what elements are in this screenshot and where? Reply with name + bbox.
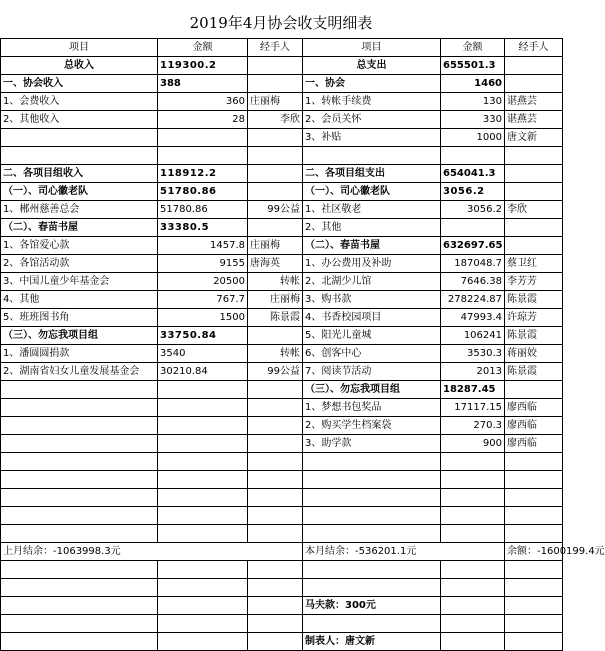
total-expense-label: 总支出 (303, 57, 441, 75)
cell: 3540 (158, 345, 248, 363)
cell: 谌燕芸 (505, 111, 563, 129)
cell: 陈景霞 (505, 327, 563, 345)
cell: 2、会员关怀 (303, 111, 441, 129)
cell: 1457.8 (158, 237, 248, 255)
table-row (1, 417, 563, 435)
last-month-balance: 上月结余：-1063998.3元 (1, 543, 303, 561)
table-row (1, 165, 563, 183)
table-row (1, 183, 563, 201)
table-row (1, 147, 563, 165)
this-month-balance: 本月结余：-536201.1元 (303, 543, 505, 561)
table-row (1, 363, 563, 381)
cell: 99公益 (248, 201, 303, 219)
cell: 1、梦想书包奖品 (303, 399, 441, 417)
table-row (1, 255, 563, 273)
table-row (1, 309, 563, 327)
cell: 1、社区敬老 (303, 201, 441, 219)
expense-g3-label: （三）、勿忘我项目组 (303, 381, 441, 399)
expense-item-header: 项目 (303, 39, 441, 57)
cell: 1、办公费用及补助 (303, 255, 441, 273)
income-groups-value: 118912.2 (158, 165, 248, 183)
header-row (1, 39, 563, 57)
cell: 蔡卫红 (505, 255, 563, 273)
preparer: 制表人：唐文新 (303, 633, 441, 651)
cell: 278224.87 (441, 291, 505, 309)
ma-fu-kuan-row (1, 597, 563, 615)
cell: 28 (158, 111, 248, 129)
cell: 庄丽梅 (248, 93, 303, 111)
expense-g2-label: （二）、春苗书屋 (303, 237, 441, 255)
cell: 2、各馆活动款 (1, 255, 158, 273)
cell: 3530.3 (441, 345, 505, 363)
cell: 900 (441, 435, 505, 453)
cell: 3056.2 (441, 201, 505, 219)
cell: 767.7 (158, 291, 248, 309)
income-g1-label: （一）、司心徽老队 (1, 183, 158, 201)
expense-g3-value: 18287.45 (441, 381, 505, 399)
table-row (1, 129, 563, 147)
cell: 47993.4 (441, 309, 505, 327)
cell: 廖西临 (505, 399, 563, 417)
income-amount-header: 金额 (158, 39, 248, 57)
cell: 2、购买学生档案袋 (303, 417, 441, 435)
table-row (1, 93, 563, 111)
cell: 谌燕芸 (505, 93, 563, 111)
cell: 5、班班图书角 (1, 309, 158, 327)
table-row (1, 381, 563, 399)
cell: 转帐 (248, 345, 303, 363)
cell: 330 (441, 111, 505, 129)
cell: 廖西临 (505, 435, 563, 453)
cell: 李芳芳 (505, 273, 563, 291)
cell: 7、阅读节活动 (303, 363, 441, 381)
cell: 270.3 (441, 417, 505, 435)
income-assoc-value: 388 (158, 75, 248, 93)
cell: 2、北湖少儿馆 (303, 273, 441, 291)
cell: 1000 (441, 129, 505, 147)
cell: 1、会费收入 (1, 93, 158, 111)
cell: 2013 (441, 363, 505, 381)
income-groups-label: 二、各项目组收入 (1, 165, 158, 183)
expense-g1-label: （一）、司心徽老队 (303, 183, 441, 201)
cell: 1500 (158, 309, 248, 327)
table-row (1, 291, 563, 309)
cell: 360 (158, 93, 248, 111)
cell: 3、助学款 (303, 435, 441, 453)
ma-fu-kuan: 马夫款：300元 (303, 597, 441, 615)
table-row (1, 237, 563, 255)
cell: 1、各馆爱心款 (1, 237, 158, 255)
cell: 蒋丽姣 (505, 345, 563, 363)
cell: 廖西临 (505, 417, 563, 435)
table-row (1, 345, 563, 363)
table-row (1, 111, 563, 129)
cell: 30210.84 (158, 363, 248, 381)
table-row (1, 219, 563, 237)
cell: 9155 (158, 255, 248, 273)
income-g3-label: （三）、勿忘我项目组 (1, 327, 158, 345)
finance-table (0, 38, 605, 651)
cell: 2、其他 (303, 219, 441, 237)
income-assoc-label: 一、协会收入 (1, 75, 158, 93)
cell: 庄丽梅 (248, 237, 303, 255)
expense-amount-header: 金额 (441, 39, 505, 57)
cell: 李欣 (248, 111, 303, 129)
totals-row (1, 57, 563, 75)
cell: 99公益 (248, 363, 303, 381)
income-handler-header: 经手人 (248, 39, 303, 57)
expense-assoc-label: 一、协会 (303, 75, 441, 93)
cell: 106241 (441, 327, 505, 345)
table-row (1, 399, 563, 417)
income-g2-value: 33380.5 (158, 219, 248, 237)
cell: 唐海英 (248, 255, 303, 273)
cell: 6、创客中心 (303, 345, 441, 363)
cell: 3、补贴 (303, 129, 441, 147)
income-g1-value: 51780.86 (158, 183, 248, 201)
cell: 1、郴州慈善总会 (1, 201, 158, 219)
table-row (1, 327, 563, 345)
cell: 4、其他 (1, 291, 158, 309)
income-g2-label: （二）、春苗书屋 (1, 219, 158, 237)
cell: 2、其他收入 (1, 111, 158, 129)
cell: 陈景霞 (248, 309, 303, 327)
total-income-value: 119300.2 (158, 57, 248, 75)
expense-groups-label: 二、各项目组支出 (303, 165, 441, 183)
total-income-label: 总收入 (1, 57, 158, 75)
balance: 余额：-1600199.4元 (505, 543, 563, 561)
cell: 转帐 (248, 273, 303, 291)
total-expense-value: 655501.3 (441, 57, 505, 75)
expense-g1-value: 3056.2 (441, 183, 505, 201)
sheet-title: 2019年4月协会收支明细表 (189, 14, 373, 32)
cell: 陈景霞 (505, 363, 563, 381)
expense-g2-value: 632697.65 (441, 237, 505, 255)
cell: 4、书香校园项目 (303, 309, 441, 327)
expense-groups-value: 654041.3 (441, 165, 505, 183)
cell: 17117.15 (441, 399, 505, 417)
cell: 李欣 (505, 201, 563, 219)
expense-assoc-value: 1460 (441, 75, 505, 93)
balance-row (1, 543, 563, 561)
preparer-row (1, 633, 563, 651)
table-row (1, 75, 563, 93)
cell: 3、中国儿童少年基金会 (1, 273, 158, 291)
cell: 187048.7 (441, 255, 505, 273)
cell: 1、转帐手续费 (303, 93, 441, 111)
income-item-header: 项目 (1, 39, 158, 57)
cell: 3、购书款 (303, 291, 441, 309)
cell: 20500 (158, 273, 248, 291)
cell: 2、湖南省妇女儿童发展基金会 (1, 363, 158, 381)
table-row (1, 201, 563, 219)
table-row (1, 273, 563, 291)
cell: 130 (441, 93, 505, 111)
cell: 5、阳光儿童城 (303, 327, 441, 345)
cell: 许琼芳 (505, 309, 563, 327)
cell: 1、潘圆圆捐款 (1, 345, 158, 363)
cell: 唐文新 (505, 129, 563, 147)
income-g3-value: 33750.84 (158, 327, 248, 345)
cell: 陈景霞 (505, 291, 563, 309)
table-row (1, 435, 563, 453)
expense-handler-header: 经手人 (505, 39, 563, 57)
cell: 7646.38 (441, 273, 505, 291)
cell: 51780.86 (158, 201, 248, 219)
cell: 庄丽梅 (248, 291, 303, 309)
